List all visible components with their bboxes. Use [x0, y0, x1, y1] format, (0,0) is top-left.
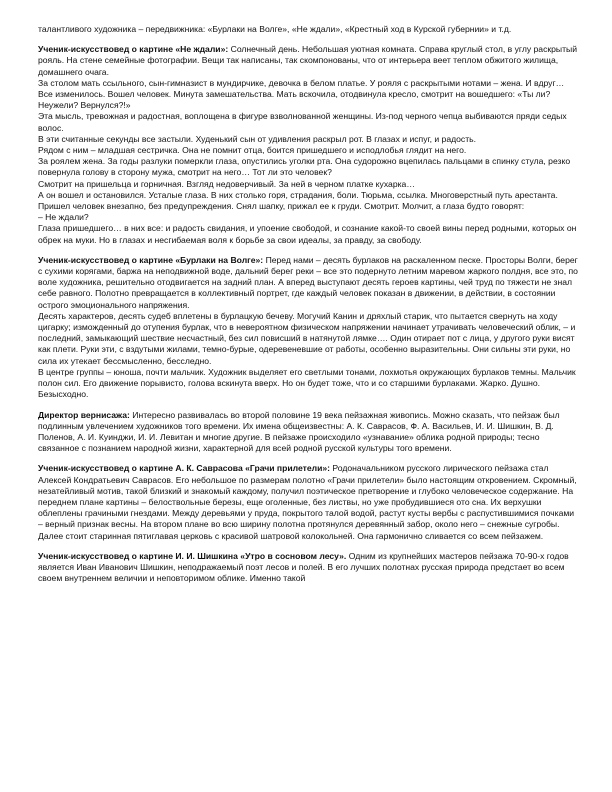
section-text: Интересно развивалась во второй половине 19 века пейзажная живопись. Можно сказать, что пейзаж был подлинным увлечением художников того времени. Их имена общеизвестны: А. К. Саврасов, Ф. А. Васильев, И. И. Шишкин, В. Д. Поленов, А. И. Куинджи, И. И. Левитан и многие другие. В пейзаже происходило «узнавание» облика родной природы; тесно связанное с познанием народной жизни, характерной для всей родной русской культуры того времени. — [38, 409, 560, 454]
intro-paragraph: талантливого художника – передвижника: «Бурлаки на Волге», «Не ждали», «Крестный ход в Курской губернии» и т.д. — [38, 24, 512, 34]
section-paragraph: А он вошел и остановился. Усталые глаза. В них столько горя, страдания, боли. Тюрьма, ссылка. Многоверстный путь арестанта. Пришел человек внезапно, без предупреждения. Снял шапку, прижал ее к груди. Смотрит. Молчит, а глаза будто говорят: — [38, 189, 558, 212]
section-paragraph — [38, 44, 578, 78]
section-paragraph: Десять характеров, десять судеб вплетены в бурлацкую бечеву. Могучий Канин и дряхлый старик, что пытается свернуть на ходу цигарку; изможденный до отупения бурлак, что в невероятном физическом напряжении начинает утрачивать человеческий облик, – и последний, замыкающий шествие несчастный, без сил повисший в натянутой лямке…. Один отирает пот с лица, у другого руки висят как плети. Руки эти, с вздутыми жилами, темно-бурые, одеревеневшие от работы, особенно выразительны. Они сильны эти руки, но сила их утекает бессмысленно, бесследно. — [38, 310, 576, 366]
section-paragraph: Эта мысль, тревожная и радостная, воплощена в фигуре взволнованной женщины. Из-под черного чепца выбиваются пряди седых волос. — [38, 111, 567, 133]
section-grachi — [38, 463, 578, 541]
section-ne-zhdali — [38, 44, 578, 246]
section-paragraph: В эти считанные секунды все застыли. Худенький сын от удивления раскрыл рот. В глазах и испуг, и радость. — [38, 133, 476, 144]
section-utro — [38, 551, 578, 585]
section-paragraph — [38, 255, 578, 311]
section-paragraph: За столом мать ссыльного, сын-гимназист в мундирчике, девочка в белом платье. У рояля с раскрытыми нотами – жена. И вдруг… — [38, 77, 565, 88]
section-paragraph: – Не ждали? — [38, 212, 89, 223]
section-paragraph — [38, 551, 578, 585]
section-paragraph: За роялем жена. За годы разлуки померкли глаза, опустились уголки рта. Она судорожно вцепилась пальцами в спинку стула, резко повернула голову в сторону мужа, смотрит на него… Тот ли это человек? — [38, 156, 571, 178]
section-heading: Ученик-искусствовед о картине «Бурлаки на Волге»: — [38, 254, 264, 265]
section-paragraph — [38, 463, 578, 541]
section-paragraph — [38, 410, 578, 455]
section-heading: Директор вернисажа: — [38, 409, 130, 420]
section-vernissage-director — [38, 410, 578, 455]
document-page — [38, 24, 578, 584]
section-burlaki — [38, 255, 578, 401]
section-text: Одним из крупнейших мастеров пейзажа 70-90-х годов является Иван Иванович Шишкин, неподражаемый поэт лесов и полей. В его лучших полотнах русская природа предстает во всем своем внутреннем величии и неповторимом облике. Именно такой — [38, 550, 569, 584]
section-text: Перед нами – десять бурлаков на раскаленном песке. Просторы Волги, берег с сухими корягами, баржа на неподвижной воде, дальний берег реки – все это подернуто летним маревом жаркого полдня, все это, по воле художника, решительно отодвигается на задний план. А вперед выступают десять героев картины, чей труд по тяжести не знал себе равного. Полотно превращается в коллективный портрет, где каждый человек показан в движении, в действии, в состоянии острого эмоционального напряжения. — [38, 254, 578, 310]
section-text: Родоначальником русского лирического пейзажа стал Алексей Кондратьевич Саврасов. Его небольшое по размерам полотно «Грачи прилетели» было настоящим откровением. Скромный, незатейливый мотив, такой близкий и знакомый каждому, получил поэтическое претворение и глубоко человеческое содержание. На переднем плане картины – белоствольные березы, еще оголенные, без листвы, но уже пробудившиеся ото сна. Их верхушки облеплены грачиными гнездами. Между деревьями у пруда, покрытого талой водой, растут кусты вербы с распустившимися почками – верный признак весны. На втором плане во всю ширину полотна протянулся деревянный забор, около него – снежные сугробы. Далее стоит старинная пятиглавая церковь с красивой шатровой колокольней. Она гармонично сливается со всем пейзажем. — [38, 463, 577, 541]
section-heading: Ученик-искусствовед о картине «Не ждали»: — [38, 44, 229, 55]
section-paragraph: Рядом с ним – младшая сестричка. Она не помнит отца, боится пришедшего и исподлобья глядит на него. — [38, 145, 467, 156]
section-paragraph: Все изменилось. Вошел человек. Минута замешательства. Мать вскочила, отодвинула кресло, смотрит на вошедшего: «Ты ли? Неужели? Вернулся?!» — [38, 89, 551, 111]
section-paragraph: В центре группы – юноша, почти мальчик. Художник выделяет его светлыми тонами, лохмотья окружающих бурлаков темны. Мальчик полон сил. Его движение порывисто, голова вскинута вверх. Но он будет тоже, что и со старшими бурлаками. Жарко. Душно. Безысходно. — [38, 366, 576, 400]
section-heading: Ученик-искусствовед о картине И. И. Шишкина «Утро в сосновом лесу». — [38, 550, 347, 561]
section-heading: Ученик-искусствовед о картине А. К. Саврасова «Грачи прилетели»: — [38, 463, 331, 474]
section-paragraph: Смотрит на пришельца и горничная. Взгляд недоверчивый. За ней в черном платке кухарка… — [38, 178, 415, 189]
section-paragraph: Глаза пришедшего… в них все: и радость свидания, и упоение свободой, и сознание какой-то своей вины перед родными, которых он обрек на муки. Но в глазах и несгибаемая воля к борьбе за свои идеалы, за правду, за свободу. — [38, 223, 577, 245]
section-text: Солнечный день. Небольшая уютная комната. Справа круглый стол, в углу раскрытый рояль. На стене семейные фотографии. Вещи так написаны, так скомпонованы, что от интерьера веет теплом обжитого жилища, домашнего очага. — [38, 44, 578, 77]
